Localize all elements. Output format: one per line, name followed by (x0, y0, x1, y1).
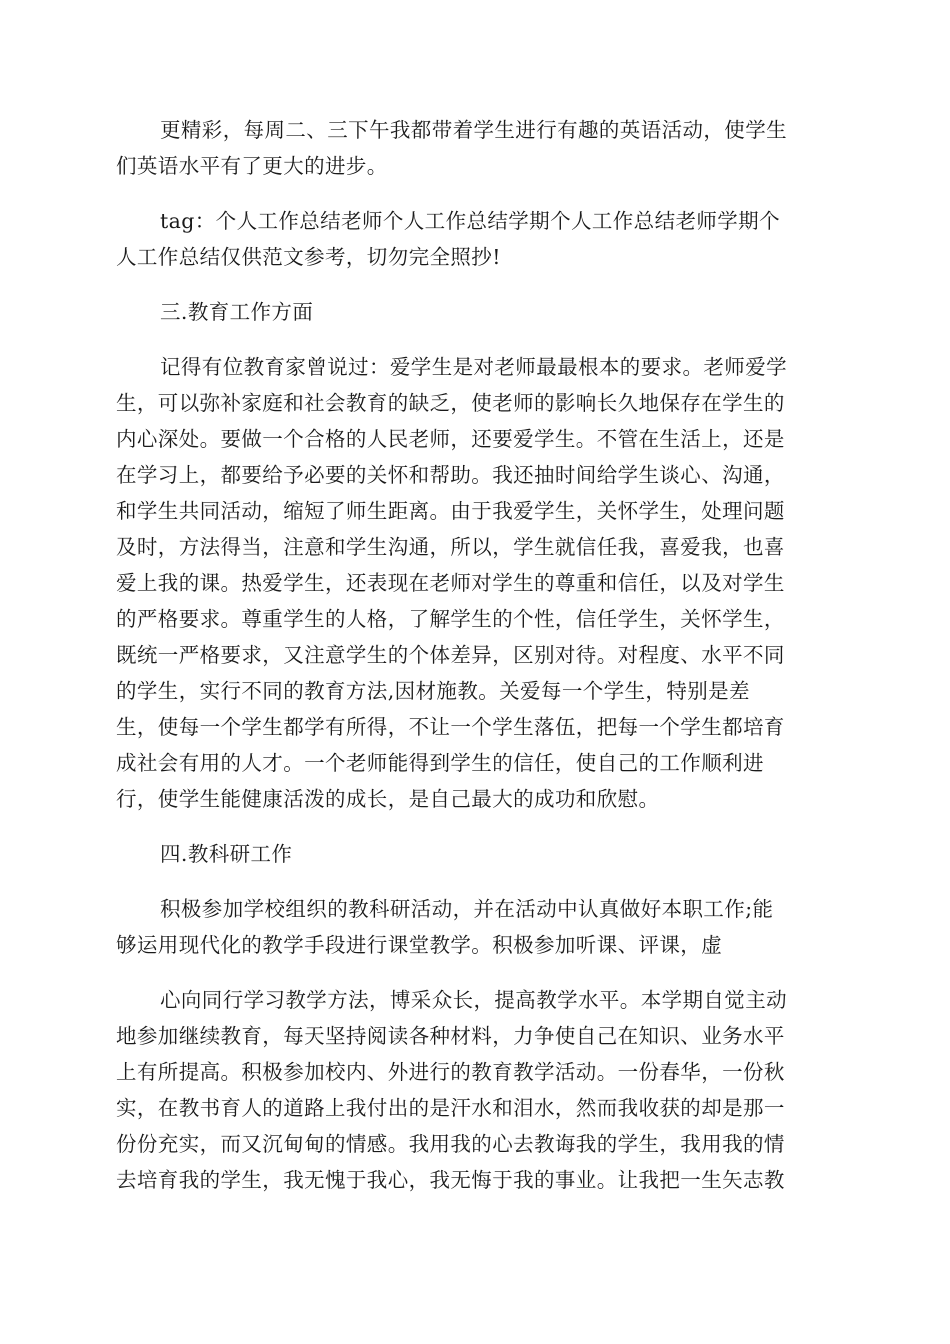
text-line: 们英语水平有了更大的进步。 (116, 154, 388, 178)
text-line: 生，使每一个学生都学有所得，不让一个学生落伍，把每一个学生都培育 (116, 715, 785, 739)
section-heading-education (116, 294, 834, 330)
text-line: 去培育我的学生，我无愧于我心，我无悔于我的事业。让我把一生矢志教 (116, 1168, 785, 1192)
text-line: 地参加继续教育，每天坚持阅读各种材料，力争使自己在知识、业务水平 (116, 1024, 785, 1048)
text-line: 人工作总结仅供范文参考，切勿完全照抄! (116, 245, 501, 269)
text-line: 在学习上，都要给予必要的关怀和帮助。我还抽时间给学生谈心、沟通， (116, 463, 785, 487)
paragraph-education-body (116, 349, 834, 817)
text-line: 记得有位教育家曾说过：爱学生是对老师最最根本的要求。老师爱学 (160, 355, 787, 379)
paragraph-research-body (116, 891, 834, 963)
text-line: 内心深处。要做一个合格的人民老师，还要爱学生。不管在生活上，还是 (116, 427, 785, 451)
text-line: 行，使学生能健康活泼的成长，是自己最大的成功和欣慰。 (116, 787, 660, 811)
text-line: 更精彩，每周二、三下午我都带着学生进行有趣的英语活动，使学生 (160, 118, 787, 142)
text-line: 和学生共同活动，缩短了师生距离。由于我爱学生，关怀学生，处理问题 (116, 499, 785, 523)
text-line: 心向同行学习教学方法，博采众长，提高教学水平。本学期自觉主动 (160, 988, 787, 1012)
heading-text: 四.教科研工作 (160, 842, 293, 866)
paragraph-english-activities (116, 112, 834, 184)
text-line: 的严格要求。尊重学生的人格，了解学生的个性，信任学生，关怀学生， (116, 607, 785, 631)
heading-text: 三.教育工作方面 (160, 300, 314, 324)
text-line: 实，在教书育人的道路上我付出的是汗水和泪水，然而我收获的却是那一 (116, 1096, 785, 1120)
text-line: tag：个人工作总结老师个人工作总结学期个人工作总结老师学期个 (160, 209, 780, 233)
section-heading-research (116, 836, 834, 872)
paragraph-growth-body (116, 982, 834, 1198)
paragraph-tag-note (116, 203, 834, 275)
text-line: 的学生，实行不同的教育方法,因材施教。关爱每一个学生，特别是差 (116, 679, 750, 703)
text-line: 生，可以弥补家庭和社会教育的缺乏，使老师的影响长久地保存在学生的 (116, 391, 785, 415)
text-line: 及时，方法得当，注意和学生沟通，所以，学生就信任我，喜爱我，也喜 (116, 535, 785, 559)
document-page (116, 112, 834, 1217)
text-line: 积极参加学校组织的教科研活动，并在活动中认真做好本职工作;能 (160, 897, 774, 921)
text-line: 够运用现代化的教学手段进行课堂教学。积极参加听课、评课，虚 (116, 933, 723, 957)
text-line: 既统一严格要求，又注意学生的个体差异，区别对待。对程度、水平不同 (116, 643, 785, 667)
text-line: 份份充实，而又沉甸甸的情感。我用我的心去教诲我的学生，我用我的情 (116, 1132, 785, 1156)
text-line: 爱上我的课。热爱学生，还表现在老师对学生的尊重和信任，以及对学生 (116, 571, 785, 595)
text-line: 上有所提高。积极参加校内、外进行的教育教学活动。一份春华，一份秋 (116, 1060, 785, 1084)
text-line: 成社会有用的人才。一个老师能得到学生的信任，使自己的工作顺利进 (116, 751, 764, 775)
